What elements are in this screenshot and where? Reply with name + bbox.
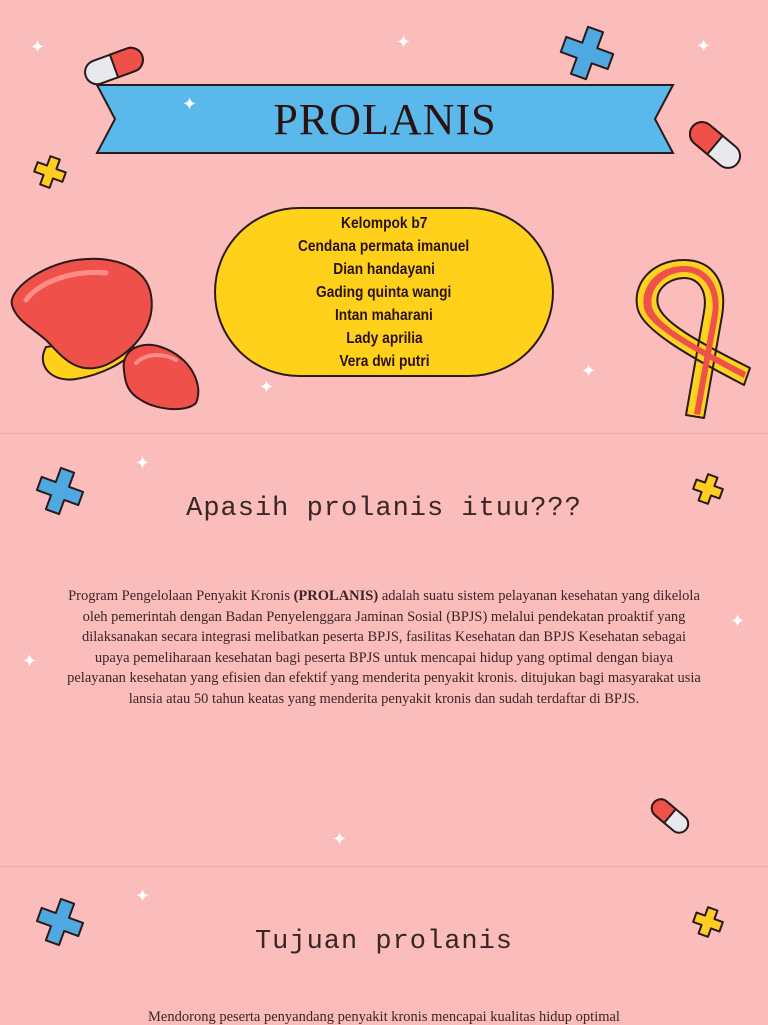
sparkle-icon: ✦ [696, 36, 712, 56]
group-line: Dian handayani [333, 260, 435, 278]
sparkle-icon: ✦ [259, 377, 275, 397]
awareness-ribbon-icon [626, 250, 754, 420]
sparkle-icon: ✦ [730, 611, 746, 631]
paragraph-bold-term: (PROLANIS) [293, 588, 379, 604]
sparkle-icon: ✦ [30, 37, 46, 57]
page-title: PROLANIS [273, 94, 497, 144]
capsule-icon [682, 112, 748, 178]
group-line: Lady aprilia [345, 329, 423, 347]
cross-icon [689, 903, 727, 941]
cross-icon [689, 470, 727, 508]
group-members-box [214, 207, 554, 377]
sparkle-icon: ✦ [396, 32, 412, 52]
sparkle-icon: ✦ [135, 886, 151, 906]
cross-icon [33, 895, 87, 949]
group-line: Intan maharani [335, 306, 433, 324]
thyroid-icon [6, 255, 206, 415]
section-heading: Tujuan prolanis [254, 927, 514, 957]
sparkle-icon: ✦ [22, 651, 38, 671]
paragraph-text: adalah suatu sistem pelayanan kesehatan yang dikelola oleh pemerintah dengan Badan Penyelenggara Jaminan Sosial (BPJS) melalui pendekatan proaktif yang dilaksanakan secara integrasi melibatkan peserta BPJS, fasilitas Kesehatan dan BPJS Kesehatan sebagai upaya pemeliharaan kesehatan bagi peserta BPJS untuk mencapai hidup yang optimal dengan biaya pelayanan kesehatan yang efisien dan efektif yang menderita penyakit kronis. ditujukan bagi masyarakat usia lansia atau 50 tahun keatas yang menderita penyakit kronis dan sudah terdaftar di BPJS. [67, 588, 701, 707]
section-heading: Apasih prolanis ituu??? [186, 494, 582, 524]
sparkle-icon: ✦ [182, 94, 198, 114]
goals-slide [0, 866, 768, 1025]
sparkle-icon: ✦ [581, 361, 597, 381]
cross-icon [33, 464, 87, 518]
group-line: Kelompok b7 [340, 214, 428, 232]
definition-slide [0, 433, 768, 866]
cross-icon [556, 22, 618, 84]
sparkle-icon: ✦ [332, 829, 348, 849]
group-line: Cendana permata imanuel [298, 237, 470, 255]
group-line: Vera dwi putri [338, 352, 430, 370]
sparkle-icon: ✦ [135, 453, 151, 473]
capsule-icon [78, 42, 150, 90]
title-slide [0, 0, 768, 432]
cross-icon [30, 152, 70, 192]
group-line: Gading quinta wangi [316, 283, 452, 301]
goals-paragraph: Mendorong peserta penyandang penyakit kronis mencapai kualitas hidup optimal [148, 1009, 620, 1025]
definition-paragraph [66, 586, 702, 709]
capsule-icon [646, 792, 694, 840]
paragraph-text: Program Pengelolaan Penyakit Kronis [68, 588, 294, 604]
